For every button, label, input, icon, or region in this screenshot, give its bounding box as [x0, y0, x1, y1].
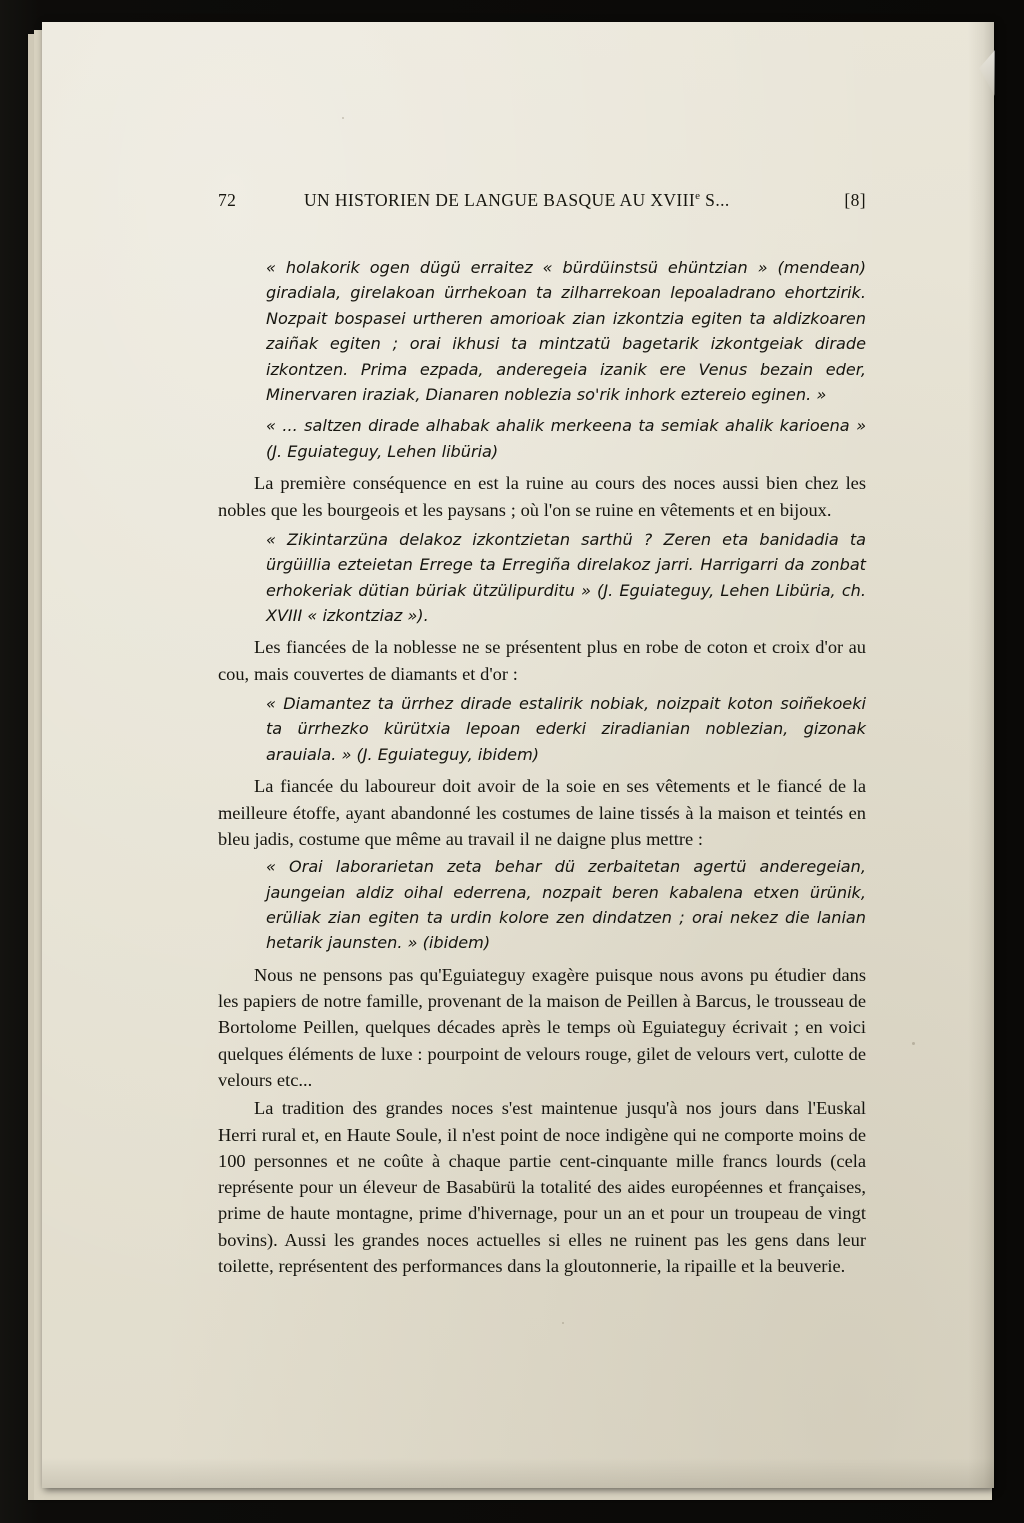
body-paragraph: Les fiancées de la noblesse ne se présentent plus en robe de coton et croix d'or au cou, mais couvertes de diamants et d'or : — [218, 637, 866, 684]
paper-speck — [562, 1322, 564, 1324]
page-bottom-edge-shading — [42, 1458, 994, 1488]
scanned-page — [42, 22, 994, 1488]
block-quote: « ... saltzen dirade alhabak ahalik merkeena ta semiak ahalik karioena » (J. Eguiateguy, Lehen libüria) — [266, 416, 866, 461]
page-corner-fold — [979, 50, 995, 96]
running-title-main: UN HISTORIEN DE LANGUE BASQUE AU XVIII — [304, 190, 696, 210]
body-paragraph: La tradition des grandes noces s'est maintenue jusqu'à nos jours dans l'Euskal Herri rural et, en Haute Soule, il n'est point de noce indigène qui ne comporte moins de 100 personnes et ne coûte à chaque partie cent-cinquante mille francs lourds (cela représente pour un éleveur de Basabürü la totalité des aides européennes et françaises, prime de haute montagne, prime d'hivernage, pour un an et pour un troupeau de vingt bovins). Aussi les grandes noces actuelles si elles ne ruinent pas les gens dans leur toilette, représentent des performances dans la gloutonnerie, la ripaille et la beuverie. — [218, 1098, 866, 1277]
block-quote: « Diamantez ta ürrhez dirade estalirik nobiak, noizpait koton soiñekoeki ta ürrhezko kürütxia lepoan ederki ziradianian noblezian, gizonak arauiala. » (J. Eguiateguy, ibidem) — [266, 694, 866, 764]
page-right-edge-shading — [968, 22, 994, 1488]
body-paragraph: Nous ne pensons pas qu'Eguiateguy exagère puisque nous avons pu étudier dans les papiers de notre famille, provenant de la maison de Peillen à Barcus, le trousseau de Bortolome Peillen, quelques décades après le temps où Eguiateguy écrivait ; en voici quelques éléments de luxe : pourpoint de velours rouge, gilet de velours vert, culotte de velours etc... — [218, 964, 866, 1090]
body-paragraph: La fiancée du laboureur doit avoir de la soie en ses vêtements et le fiancé de la meilleure étoffe, ayant abandonné les costumes de laine tissés à la maison et teintés en bleu jadis, costume que même au travail il ne daigne plus mettre : — [218, 776, 866, 849]
body-paragraph: La première conséquence en est la ruine au cours des noces aussi bien chez les nobles que les bourgeois et les paysans ; où l'on se ruine en vêtements et en bijoux. — [218, 473, 866, 520]
running-title — [304, 190, 808, 211]
page-number: 72 — [218, 190, 237, 210]
page-text-column — [218, 190, 866, 1281]
block-quote: « Orai laborarietan zeta behar dü zerbaitetan agertü anderegeian, jaungeian aldiz oihal ederrena, nozpait beren kabalena etxen ürünik, erüliak zian egiten ta urdin kolore zen dindatzen ; orai nekez die lanian hetarik jaunsten. » (ibidem) — [266, 857, 866, 953]
block-quote: « holakorik ogen dügü erraitez « bürdüinstsü ehüntzian » (mendean) giradiala, girelakoan ürrhekoan ta zilharrekoan lepoaladrano ehortzirik. Nozpait bospasei urtheren amorioak zian izkontzia egiten ta aldizkoaren zaiñak egiten ; orai ikhusi ta mintzatü bagetarik izkontgeiak dirade izkontzen. Prima ezpada, anderegeia izanik ere Venus bezain eder, Minervaren iraziak, Dianaren noblezia so'rik inhork eztereio eginen. » — [266, 258, 866, 405]
paper-speck — [342, 117, 344, 119]
block-quote: « Zikintarzüna delakoz izkontzietan sarthü ? Zeren eta banidadia ta ürgüillia ezteietan Errege ta Erregiña direlakoz jarri. Harrigarri da zonbat erhokeriak dütian büriak ützülipurditu » (J. Eguiateguy, Lehen Libüria, ch. XVIII « izkontziaz »). — [266, 529, 866, 626]
paper-speck — [912, 1042, 915, 1045]
running-head — [218, 190, 866, 211]
article-section-marker: [8] — [844, 190, 866, 210]
running-title-tail: S... — [700, 190, 730, 210]
running-title-superscript: e — [695, 190, 701, 203]
